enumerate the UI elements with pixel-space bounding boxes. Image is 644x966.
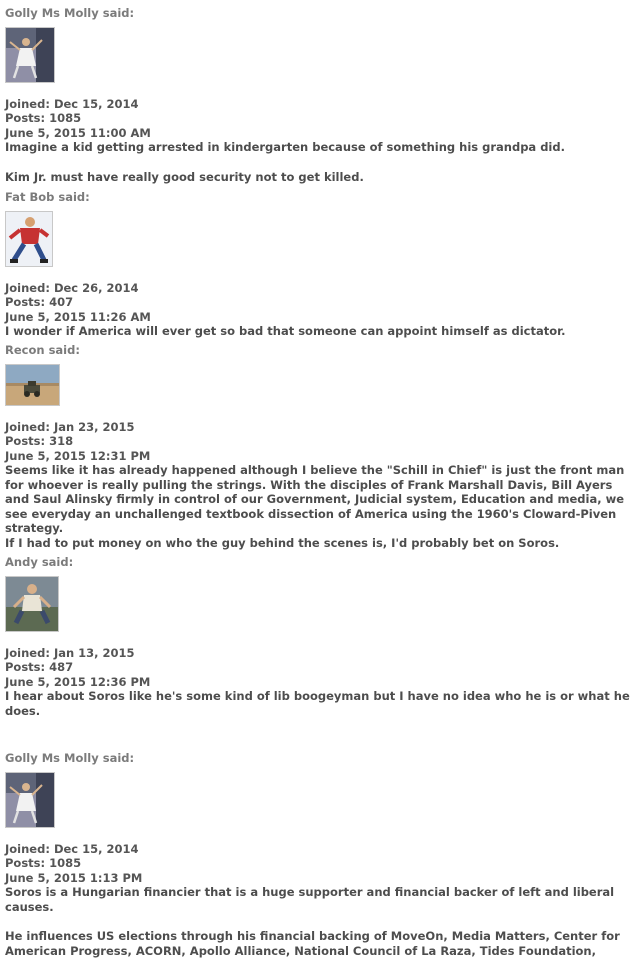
post-paragraph: Soros is a Hungarian financier that is a huge supporter and financial backer of left and liberal causes. — [5, 885, 615, 914]
post-body — [5, 885, 637, 958]
joined-date: Joined: Jan 13, 2015 — [5, 645, 135, 660]
post-body — [5, 689, 637, 718]
post-author[interactable]: Fat Bob said: — [5, 190, 90, 204]
post-meta — [5, 420, 637, 464]
post-paragraph: Kim Jr. must have really good security not to get killed. — [5, 169, 364, 184]
post-count: Posts: 487 — [5, 660, 74, 674]
post-4 — [5, 555, 637, 718]
post-timestamp: June 5, 2015 11:26 AM — [5, 309, 151, 324]
post-timestamp: June 5, 2015 12:36 PM — [5, 674, 151, 689]
post-count: Posts: 318 — [5, 434, 74, 448]
post-paragraph: He influences US elections through his financial backing of MoveOn, Media Matters, Center for American Progress, ACORN, Apollo Alliance, National Council of La Raza, Tides Foundation, — [5, 929, 620, 958]
post-author[interactable]: Andy said: — [5, 555, 74, 569]
post-meta — [5, 646, 637, 690]
post-meta — [5, 281, 637, 325]
fighter-avatar-icon[interactable] — [5, 211, 53, 267]
post-meta — [5, 842, 637, 886]
post-1 — [5, 6, 637, 184]
post-author[interactable]: Golly Ms Molly said: — [5, 6, 135, 20]
joined-date: Joined: Jan 23, 2015 — [5, 419, 135, 434]
post-paragraph: Imagine a kid getting arrested in kindergarten because of something his grandpa did. — [5, 140, 565, 154]
post-author[interactable]: Recon said: — [5, 343, 80, 357]
post-paragraph: If I had to put money on who the guy behind the scenes is, I'd probably bet on Soros. — [5, 535, 560, 550]
post-meta — [5, 97, 637, 141]
post-paragraph: Seems like it has already happened although I believe the "Schill in Chief" is just the front man for whoever is really pulling the strings. With the disciples of Frank Marshall Davis, Bill Ayers and Saul Alinsky firmly in control of our Government, Judicial system, Education and media, we see everyday an unchallenged textbook dissection of America using the 1960's Cloward-Piven strategy. — [5, 463, 625, 535]
joined-date: Joined: Dec 15, 2014 — [5, 96, 139, 111]
post-author[interactable]: Golly Ms Molly said: — [5, 751, 135, 765]
joined-date: Joined: Dec 26, 2014 — [5, 280, 139, 295]
post-body — [5, 463, 637, 550]
post-count: Posts: 407 — [5, 295, 74, 309]
woman-dancing-avatar-icon[interactable] — [5, 27, 55, 83]
post-5 — [5, 751, 637, 958]
post-count: Posts: 1085 — [5, 111, 82, 125]
post-2 — [5, 190, 637, 339]
post-3 — [5, 343, 637, 550]
post-count: Posts: 1085 — [5, 856, 82, 870]
post-timestamp: June 5, 2015 1:13 PM — [5, 870, 143, 885]
post-body — [5, 140, 637, 184]
woman-dancing-avatar-icon[interactable] — [5, 772, 55, 828]
post-paragraph: I wonder if America will ever get so bad that someone can appoint himself as dictator. — [5, 324, 566, 338]
post-body — [5, 324, 637, 339]
post-timestamp: June 5, 2015 11:00 AM — [5, 125, 151, 140]
joined-date: Joined: Dec 15, 2014 — [5, 841, 139, 856]
post-timestamp: June 5, 2015 12:31 PM — [5, 448, 151, 463]
crouching-man-avatar-icon[interactable] — [5, 576, 59, 632]
post-paragraph: I hear about Soros like he's some kind of lib boogeyman but I have no idea who he is or what he does. — [5, 689, 630, 718]
desert-vehicle-avatar-icon[interactable] — [5, 364, 60, 406]
